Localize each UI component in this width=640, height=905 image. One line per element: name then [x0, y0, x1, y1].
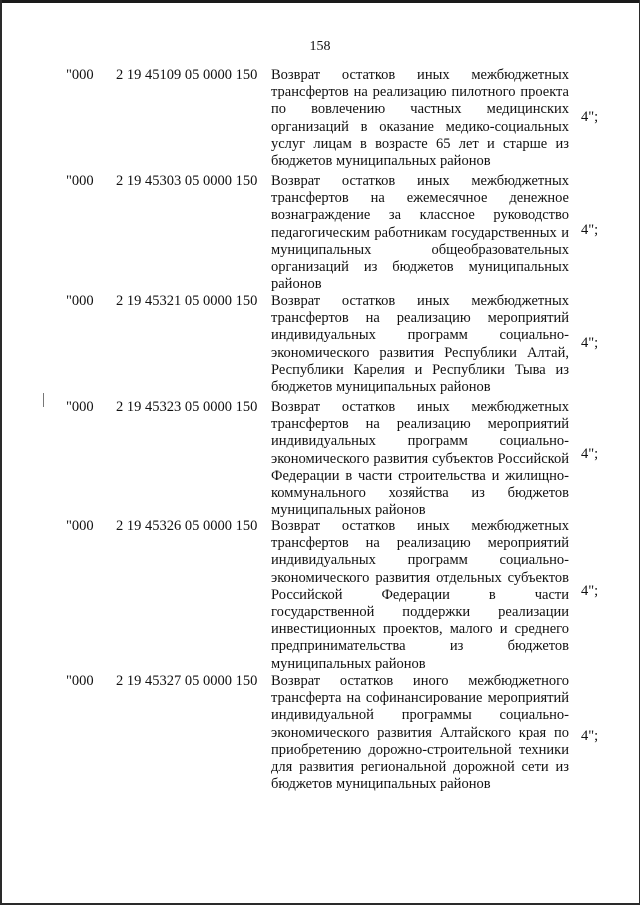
entry-suffix: 4";: [581, 335, 599, 351]
entry-suffix: 4";: [581, 109, 599, 125]
entry-prefix: "000: [66, 293, 94, 309]
budget-code: 2 19 45323 05 0000 150: [116, 399, 258, 415]
budget-code: 2 19 45303 05 0000 150: [116, 173, 258, 189]
scan-edge-top: [0, 0, 640, 3]
entry-description: Возврат остатков иных межбюджетных трансфертов на реализацию мероприятий индивидуальных программ социально-экономического развития субъектов Российской Федерации в части строительства и жилищно-коммунального хозяйства из бюджетов муниципальных районов: [271, 399, 569, 519]
budget-code: 2 19 45321 05 0000 150: [116, 293, 258, 309]
entry-description: Возврат остатков иного межбюджетного трансферта на софинансирование мероприятий индивидуальной программы социально-экономического развития Алтайского края по приобретению дорожно-строительной техники для развития региональной дорожной сети из бюджетов муниципальных районов: [271, 673, 569, 793]
entry-description: Возврат остатков иных межбюджетных трансфертов на реализацию мероприятий индивидуальных программ социально-экономического развития Республики Алтай, Республики Карелия и Республики Тыва из бюджетов муниципальных районов: [271, 293, 569, 396]
entry-suffix: 4";: [581, 446, 599, 462]
entry-suffix: 4";: [581, 222, 599, 238]
entry-suffix: 4";: [581, 728, 599, 744]
scan-edge-left: [0, 0, 2, 905]
entry-prefix: "000: [66, 518, 94, 534]
entry-description: Возврат остатков иных межбюджетных трансфертов на реализацию мероприятий индивидуальных программ социально-экономического развития отдельных субъектов Российской Федерации в части государственной поддержки реализации инвестиционных проектов, малого и среднего предпринимательства из бюджетов муниципальных районов: [271, 518, 569, 672]
entry-description: Возврат остатков иных межбюджетных трансфертов на ежемесячное денежное вознаграждение за классное руководство педагогическим работникам государственных и муниципальных общеобразовательных организаций из бюджетов муниципальных районов: [271, 173, 569, 293]
scan-artifact-mark: [43, 393, 44, 407]
budget-code: 2 19 45109 05 0000 150: [116, 67, 258, 83]
entry-prefix: "000: [66, 673, 94, 689]
entry-prefix: "000: [66, 67, 94, 83]
page-number: 158: [309, 39, 331, 54]
budget-code: 2 19 45326 05 0000 150: [116, 518, 258, 534]
budget-code: 2 19 45327 05 0000 150: [116, 673, 258, 689]
entry-description: Возврат остатков иных межбюджетных трансфертов на реализацию пилотного проекта по вовлечению частных медицинских организаций в оказание медико-социальных услуг лицам в возрасте 65 лет и старше из бюджетов муниципальных районов: [271, 67, 569, 170]
entry-suffix: 4";: [581, 583, 599, 599]
entry-prefix: "000: [66, 399, 94, 415]
entry-prefix: "000: [66, 173, 94, 189]
